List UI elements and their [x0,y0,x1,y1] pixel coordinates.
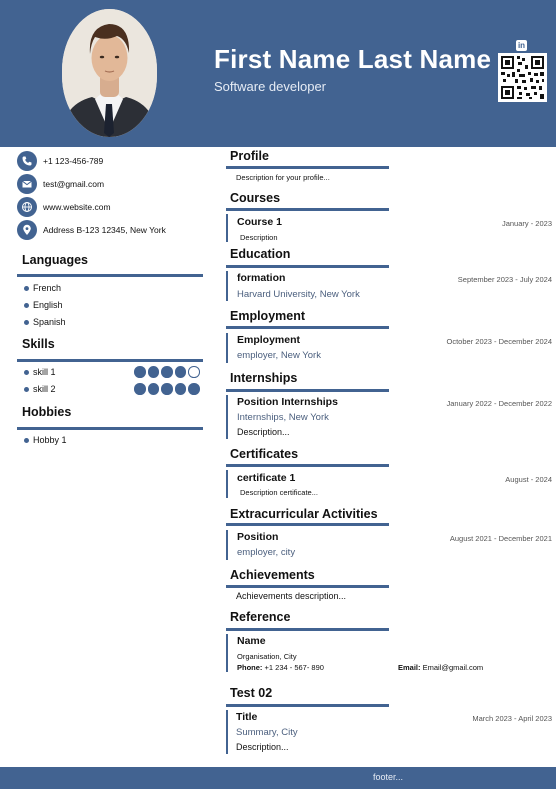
skill-level-rating [134,383,200,395]
certificate-title: certificate 1 [237,472,296,484]
qr-code [498,53,547,102]
course-title: Course 1 [237,216,282,228]
level-filled-icon [175,383,187,395]
employment-divider [226,326,389,329]
entry-accent-bar [226,333,228,363]
level-filled-icon [134,383,146,395]
achievements-text: Achievements description... [236,591,347,601]
address-text: Address B-123 12345, New York [43,225,166,235]
reference-name: Name [237,635,266,647]
skills-heading: Skills [22,337,55,351]
education-divider [226,265,389,268]
courses-heading: Courses [230,191,281,205]
bullet-icon [24,320,29,325]
internship-description: Description... [237,427,290,437]
header-banner [0,0,556,147]
profile-heading: Profile [230,149,269,163]
extracurricular-date: August 2021 - December 2021 [449,534,552,543]
test02-date: March 2023 - April 2023 [472,714,552,723]
email-text[interactable]: test@gmail.com [43,179,105,189]
entry-accent-bar [226,271,228,301]
entry-accent-bar [226,710,228,754]
footer-bar [0,767,556,789]
course-description: Description [240,233,278,242]
avatar [62,9,157,137]
hobby-item: Hobby 1 [24,435,67,445]
employment-date: October 2023 - December 2024 [446,337,552,346]
contact-website [17,197,111,217]
hobbies-heading: Hobbies [22,405,72,419]
level-empty-icon [188,366,200,378]
level-filled-icon [148,383,160,395]
extracurricular-heading: Extracurricular Activities [230,507,378,521]
qr-code-icon [498,53,547,102]
website-text[interactable]: www.website.com [43,202,111,212]
employment-heading: Employment [230,309,306,323]
reference-divider [226,628,389,631]
job-title: Software developer [214,79,327,94]
bullet-icon [24,438,29,443]
bullet-icon [24,387,29,392]
location-icon [17,220,37,240]
level-filled-icon [188,383,200,395]
level-filled-icon [161,366,173,378]
language-item: Spanish [24,317,66,327]
skill-item: skill 2 [24,384,56,394]
profile-text: Description for your profile... [236,173,330,182]
email-icon [17,174,37,194]
test02-summary: Summary, City [236,727,298,738]
employment-title: Employment [237,334,301,346]
level-filled-icon [175,366,187,378]
reference-organisation: Organisation, City [237,652,297,661]
test02-heading: Test 02 [230,686,273,700]
internships-divider [226,389,389,392]
education-title: formation [237,272,286,284]
skill-item: skill 1 [24,367,56,377]
profile-divider [226,166,389,169]
extracurricular-divider [226,523,389,526]
phone-icon [17,151,37,171]
phone-text: +1 123-456-789 [43,156,104,166]
reference-heading: Reference [230,610,291,624]
level-filled-icon [134,366,146,378]
linkedin-icon[interactable]: in [517,41,526,50]
certificates-divider [226,464,389,467]
globe-icon [17,197,37,217]
languages-heading: Languages [22,253,88,267]
entry-accent-bar [226,395,228,439]
certificate-date: August - 2024 [505,475,552,484]
skills-divider [17,359,203,362]
hobbies-divider [17,427,203,430]
contact-email [17,174,104,194]
level-filled-icon [148,366,160,378]
level-filled-icon [161,383,173,395]
internship-company: Internships, New York [237,412,329,423]
contact-phone [17,151,103,171]
test02-description: Description... [236,742,289,752]
certificate-description: Description certificate... [240,488,318,497]
entry-accent-bar [226,530,228,560]
extracurricular-employer: employer, city [237,547,296,558]
internship-date: January 2022 - December 2022 [446,399,552,408]
extracurricular-title: Position [237,531,279,543]
bullet-icon [24,303,29,308]
test02-divider [226,704,389,707]
full-name: First Name Last Name [214,44,492,74]
contact-address [17,220,166,240]
internship-title: Position Internships [237,396,338,408]
entry-accent-bar [226,470,228,498]
profile-photo [62,9,157,137]
achievements-divider [226,585,389,588]
achievements-heading: Achievements [230,568,315,582]
course-date: January - 2023 [501,219,552,228]
skill-level-rating [134,366,200,378]
language-item: English [24,300,63,310]
footer-text: footer... [372,772,404,782]
test02-title: Title [236,711,258,723]
education-date: September 2023 - July 2024 [457,275,552,284]
reference-phone: Phone: +1 234 - 567- 890 [237,663,324,672]
courses-divider [226,208,389,211]
entry-accent-bar [226,214,228,242]
languages-divider [17,274,203,277]
bullet-icon [24,370,29,375]
entry-accent-bar [226,634,228,672]
internships-heading: Internships [230,371,298,385]
education-institution: Harvard University, New York [237,289,360,300]
employment-employer: employer, New York [237,350,321,361]
certificates-heading: Certificates [230,447,299,461]
education-heading: Education [230,247,291,261]
reference-email: Email: Email@gmail.com [398,663,484,672]
language-item: French [24,283,61,293]
bullet-icon [24,286,29,291]
